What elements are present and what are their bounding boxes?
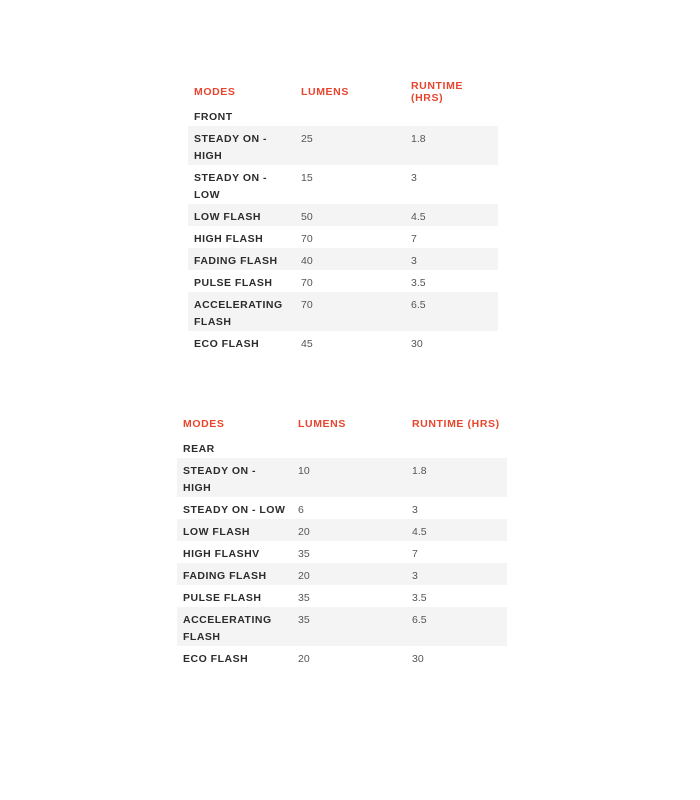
- mode-cell: STEADY ON - HIGH: [177, 458, 292, 497]
- runtime-cell: 1.8: [405, 126, 498, 165]
- section-row: [188, 104, 498, 126]
- runtime-cell: 7: [411, 233, 417, 245]
- lumens-cell: 20: [292, 563, 406, 585]
- lumens-cell: 35: [298, 592, 310, 604]
- runtime-cell: 3: [406, 563, 507, 585]
- table-row: [177, 646, 507, 668]
- rear-light-spec-table: [177, 412, 507, 668]
- lumens-cell: 25: [295, 126, 405, 165]
- mode-cell: LOW FLASH: [188, 204, 295, 226]
- lumens-cell: 6: [298, 504, 304, 516]
- lumens-cell: 20: [292, 519, 406, 541]
- runtime-cell: 30: [411, 338, 423, 350]
- table-row: [177, 585, 507, 607]
- table-row: [188, 292, 498, 331]
- lumens-cell: 35: [292, 607, 406, 646]
- mode-cell: HIGH FLASH: [194, 233, 264, 245]
- header-modes: MODES: [183, 418, 225, 430]
- lumens-cell: 50: [295, 204, 405, 226]
- runtime-cell: 3.5: [411, 277, 426, 289]
- mode-cell: FADING FLASH: [188, 248, 295, 270]
- table-row: [188, 331, 498, 353]
- mode-cell: HIGH FLASHV: [183, 548, 260, 560]
- mode-cell: STEADY ON - LOW: [194, 172, 267, 201]
- header-runtime: RUNTIME (HRS): [412, 418, 500, 430]
- lumens-cell: 45: [301, 338, 313, 350]
- lumens-cell: 70: [295, 292, 405, 331]
- mode-cell: ECO FLASH: [183, 653, 249, 665]
- table-row: [188, 270, 498, 292]
- runtime-cell: 3: [412, 504, 418, 516]
- header-lumens: LUMENS: [301, 86, 349, 98]
- table-row: [188, 248, 498, 270]
- runtime-cell: 3.5: [412, 592, 427, 604]
- mode-cell: STEADY ON - HIGH: [188, 126, 295, 165]
- header-lumens: LUMENS: [298, 418, 346, 430]
- lumens-cell: 70: [301, 277, 313, 289]
- front-light-spec-table: [188, 80, 498, 353]
- lumens-cell: 40: [295, 248, 405, 270]
- table-row: [177, 563, 507, 585]
- table-row: [177, 497, 507, 519]
- lumens-cell: 70: [301, 233, 313, 245]
- runtime-cell: 1.8: [406, 458, 507, 497]
- lumens-cell: 35: [298, 548, 310, 560]
- mode-cell: STEADY ON - LOW: [183, 504, 286, 516]
- table-row: [188, 165, 498, 204]
- mode-cell: LOW FLASH: [177, 519, 292, 541]
- mode-cell: PULSE FLASH: [194, 277, 273, 289]
- table-row: [177, 541, 507, 563]
- runtime-cell: 4.5: [405, 204, 498, 226]
- runtime-cell: 7: [412, 548, 418, 560]
- runtime-cell: 30: [412, 653, 424, 665]
- runtime-cell: 4.5: [406, 519, 507, 541]
- runtime-cell: 3: [411, 172, 417, 184]
- table-row: [177, 607, 507, 646]
- mode-cell: ECO FLASH: [194, 338, 260, 350]
- section-label: FRONT: [194, 111, 233, 123]
- header-modes: MODES: [194, 86, 236, 98]
- lumens-cell: 15: [301, 172, 313, 184]
- mode-cell: ACCELERATING FLASH: [177, 607, 292, 646]
- table-header-row: [177, 412, 507, 436]
- lumens-cell: 10: [292, 458, 406, 497]
- header-runtime: RUNTIME (HRS): [411, 80, 464, 104]
- section-row: [177, 436, 507, 458]
- table-row: [177, 519, 507, 541]
- table-row: [188, 126, 498, 165]
- mode-cell: PULSE FLASH: [183, 592, 262, 604]
- runtime-cell: 6.5: [406, 607, 507, 646]
- runtime-cell: 3: [405, 248, 498, 270]
- table-header-row: [188, 80, 498, 104]
- lumens-cell: 20: [298, 653, 310, 665]
- mode-cell: ACCELERATING FLASH: [188, 292, 295, 331]
- table-row: [177, 458, 507, 497]
- section-label: REAR: [183, 443, 215, 455]
- table-row: [188, 226, 498, 248]
- mode-cell: FADING FLASH: [177, 563, 292, 585]
- runtime-cell: 6.5: [405, 292, 498, 331]
- table-row: [188, 204, 498, 226]
